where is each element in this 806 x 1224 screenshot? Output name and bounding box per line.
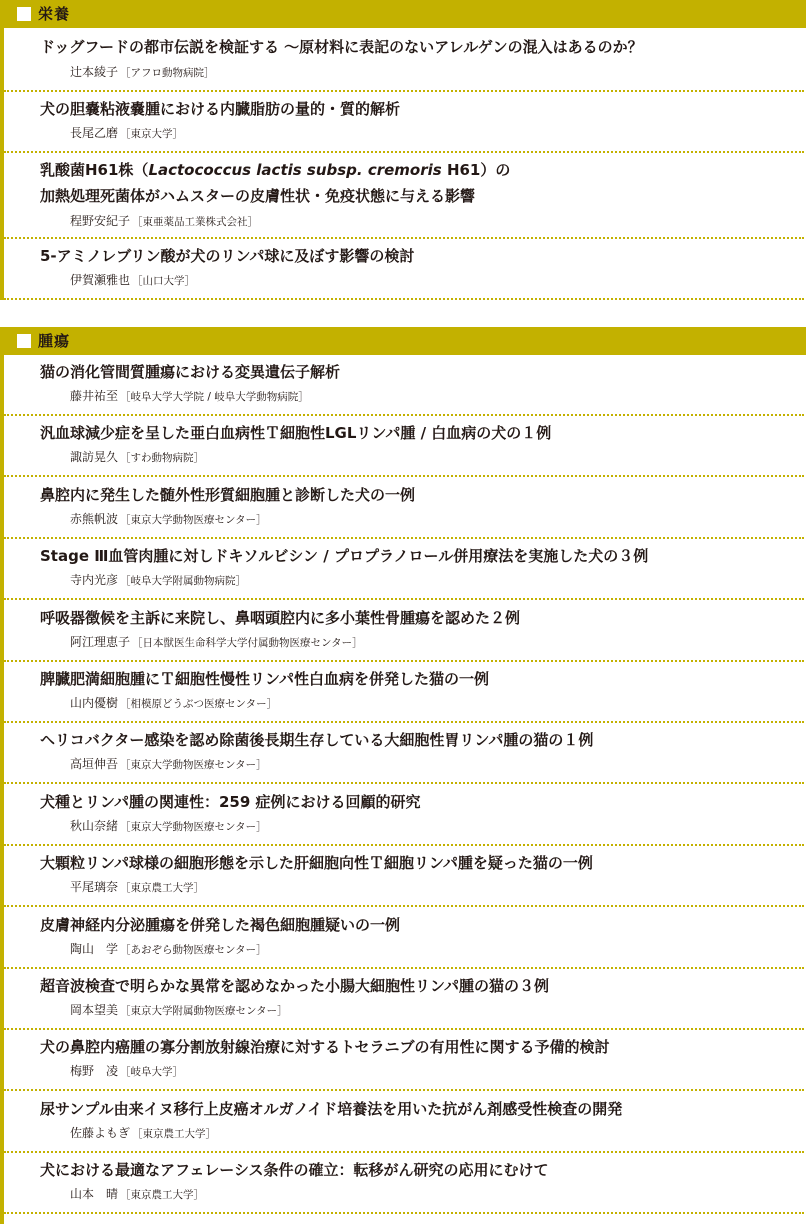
author-name: 赤熊帆波 [70,512,119,526]
author-name: 岡本望美 [70,1003,119,1017]
author-name: 伊賀瀬雅也 [70,273,131,287]
divider [4,298,804,300]
author-name: 寺内光彦 [70,573,119,587]
author-name: 藤井祐至 [70,389,119,403]
title-segment: H61）の [441,161,511,179]
affiliation: ［山口大学］ [132,275,196,287]
list-item [4,1153,804,1211]
author-name: 陶山 学 [70,942,119,956]
presenter [70,1124,216,1141]
list-item [4,785,804,843]
section-header [0,0,806,28]
author-name: 梅野 凌 [70,1064,119,1078]
affiliation: ［岐阜大学］ [120,1066,184,1078]
divider [4,598,804,600]
affiliation: ［東京大学動物医療センター］ [120,759,267,771]
author-name: 平尾璃奈 [70,880,119,894]
author-name: 辻本綾子 [70,65,119,79]
presentation-title: 脾臓肥満細胞腫にＴ細胞性慢性リンパ性白血病を併発した猫の一例 [40,670,489,688]
presenter [70,271,195,288]
section-header [0,327,806,355]
list-item [4,601,804,659]
presenter [70,878,204,895]
presentation-title: ドッグフードの都市伝説を検証する ～原材料に表記のないアレルゲンの混入はあるのか？ [40,38,643,56]
presenter [70,817,267,834]
presentation-title: 犬の鼻腔内癌腫の寡分割放射線治療に対するトセラニブの有用性に関する予備的検討 [40,1038,610,1056]
section-title: 腫瘍 [38,332,71,350]
list-item [4,908,804,966]
list-item [4,723,804,781]
presentation-title: 呼吸器徴候を主訴に来院し、鼻咽頭腔内に多小葉性骨腫瘍を認めた２例 [40,609,521,627]
list-item [4,1030,804,1088]
affiliation: ［東京大学動物医療センター］ [120,514,267,526]
author-name: 長尾乙磨 [70,126,119,140]
presenter [70,63,215,80]
affiliation: ［あおぞら動物医療センター］ [120,944,267,956]
affiliation: ［東京農工大学］ [120,882,205,894]
species-name: Lactococcus lactis subsp. cremoris [148,161,442,179]
presentation-title: 尿サンプル由来イヌ移行上皮癌オルガノイド培養法を用いた抗がん剤感受性検査の開発 [40,1100,623,1118]
divider [4,782,804,784]
section-oncology [0,327,806,1224]
author-name: 高垣伸吾 [70,757,119,771]
presenter [70,510,267,527]
list-item [4,92,804,150]
section-nutrition [0,0,806,300]
presenter [70,940,267,957]
square-bullet-icon [17,334,31,348]
list-item [4,355,804,413]
presenter [70,755,267,772]
list-item [4,416,804,474]
presenter [70,124,183,141]
affiliation: ［岐阜大学大学院 / 岐阜大学動物病院］ [120,391,309,403]
presenter [70,633,363,650]
affiliation: ［東京大学動物医療センター］ [120,821,267,833]
presentation-title: ヘリコバクター感染を認め除菌後長期生存している大細胞性胃リンパ腫の猫の１例 [40,731,594,749]
square-bullet-icon [17,7,31,21]
list-item [4,28,804,88]
affiliation: ［東京農工大学］ [132,1128,217,1140]
affiliation: ［東京大学附属動物医療センター］ [120,1005,288,1017]
section-body [0,28,804,300]
title-segment: 乳酸菌H61株（ [40,161,149,179]
presentation-title: 犬種とリンパ腫の関連性：259 症例における回顧的研究 [40,793,421,811]
presentation-title: 犬における最適なアフェレーシス条件の確立：転移がん研究の応用にむけて [40,1161,549,1179]
divider [4,475,804,477]
presenter [70,1185,204,1202]
divider [4,905,804,907]
affiliation: ［日本獣医生命科学大学付属動物医療センター］ [132,637,363,649]
affiliation: ［東京大学］ [120,128,184,140]
affiliation: ［すわ動物病院］ [120,452,205,464]
author-name: 秋山奈緒 [70,819,119,833]
presenter [70,694,277,711]
divider [4,1212,804,1214]
list-item [4,539,804,597]
divider [4,1089,804,1091]
affiliation: ［東京農工大学］ [120,1189,205,1201]
presentation-title: 大顆粒リンパ球様の細胞形態を示した肝細胞向性Ｔ細胞リンパ腫を疑った猫の一例 [40,854,593,872]
presenter [70,1001,288,1018]
presenter [70,571,246,588]
presentation-title: 皮膚神経内分泌腫瘍を併発した褐色細胞腫疑いの一例 [40,916,401,934]
presenter [70,212,258,229]
author-name: 程野安紀子 [70,214,131,228]
author-name: 山本 晴 [70,1187,119,1201]
author-name: 山内優樹 [70,696,119,710]
presenter [70,448,204,465]
section-body [0,355,804,1224]
presentation-title: Stage Ⅲ血管肉腫に対しドキソルビシン / プロプラノロール併用療法を実施した犬の３例 [40,547,649,565]
author-name: 佐藤よもぎ [70,1126,131,1140]
presenter [70,387,309,404]
presentation-title-line1 [40,159,510,181]
presentation-title: 犬の胆嚢粘液嚢腫における内臓脂肪の量的・質的解析 [40,100,401,118]
author-name: 阿江理恵子 [70,635,131,649]
presentation-title: 鼻腔内に発生した髄外性形質細胞腫と診断した犬の一例 [40,486,416,504]
list-item [4,662,804,720]
affiliation: ［東亜薬品工業株式会社］ [132,216,259,228]
affiliation: ［相模原どうぶつ医療センター］ [120,698,278,710]
section-title: 栄養 [38,5,71,23]
affiliation: ［アフロ動物病院］ [120,67,215,79]
list-item [4,478,804,536]
presentation-title-line2: 加熱処理死菌体がハムスターの皮膚性状・免疫状態に与える影響 [40,187,476,205]
presentation-title: 猫の消化管間質腫瘍における変異遺伝子解析 [40,363,341,381]
author-name: 諏訪晃久 [70,450,119,464]
list-item [4,969,804,1027]
presentation-title: 超音波検査で明らかな異常を認めなかった小腸大細胞性リンパ腫の猫の３例 [40,977,549,995]
presenter [70,1062,183,1079]
presentation-title: 汎血球減少症を呈した亜白血病性Ｔ細胞性LGLリンパ腫 / 白血病の犬の１例 [40,424,552,442]
list-item [4,239,804,297]
presentation-title: 5-アミノレブリン酸が犬のリンパ球に及ぼす影響の検討 [40,247,415,265]
list-item [4,153,804,235]
list-item [4,1092,804,1150]
list-item [4,846,804,904]
affiliation: ［岐阜大学附属動物病院］ [120,575,247,587]
